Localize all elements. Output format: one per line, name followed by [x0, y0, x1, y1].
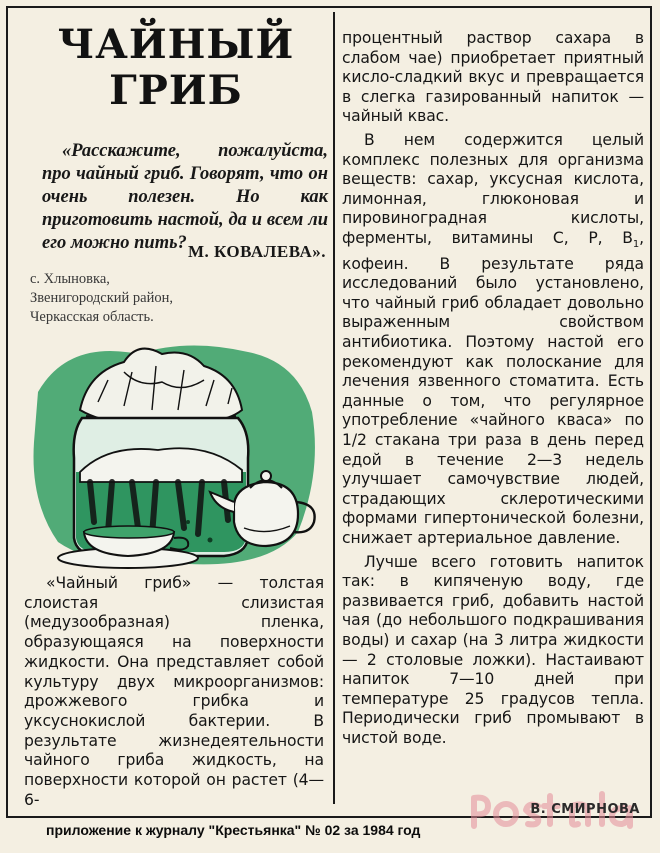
location-region: Черкасская область.: [30, 309, 154, 325]
location-village: с. Хлыновка,: [30, 271, 110, 287]
title-line-1: ЧАЙНЫЙ: [57, 21, 295, 68]
body-paragraph-2-end: , кофеин. В результате ряда исследований было установлено, что чайный гриб обладает довольно выраженным свойством антибиотика. Поэтому настой его рекомендуют как полоскание для лечения язвенного стоматита. Есть данные о том, что регулярное употребление «чайного кваса» по 1/2 стакана три раза в день перед едой в течение 2—3 недель улучшает самочувствие людей, страдающих склеротическими формами гипертонической болезни, снижает артериальное давление.: [342, 228, 644, 547]
tea-mushroom-jar-illustration: [28, 332, 324, 572]
letter-author: М. КОВАЛЕВА».: [187, 242, 326, 261]
article-body-column-2: [342, 29, 644, 748]
article-signature: В. СМИРНОВА: [530, 802, 640, 817]
article-body-column-1: «Чайный гриб» — толстая слоистая слизистая (медузообразная) пленка, образующаяся на поверхности жидкости. Она представляет собой культуру двух микроорганизмов: дрожжевого грибка и уксуснокислой бактерии. В результате жизнедеятельности чайного гриба жидкость, на поверхности которой он растет (4—6-: [24, 574, 324, 809]
body-paragraph-2-start: В нем содержится целый комплекс полезных для организма веществ: сахар, уксусная кислота, лимонная, глюконовая и пировиноградная кислоты, ферменты, витамины С, Р, В: [342, 130, 644, 247]
body-paragraph-3: Лучше всего готовить напиток так: в кипяченую воду, где развивается гриб, добавить настой чая (до небольшого подкрашивания воды) и сахар (на 3 литра жидкости — 2 столовые ложки). Настаивают напиток 7—10 дней при температуре 25 градусов тепла. Периодически гриб промывают в чистой воде.: [342, 552, 644, 747]
body-paragraph-2: [342, 131, 644, 549]
column-divider: [333, 12, 335, 804]
letter-location: [30, 270, 290, 327]
location-district: Звенигородский район,: [30, 290, 173, 306]
vitamin-subscript: 1: [632, 239, 640, 251]
footer-caption: приложение к журналу "Крестьянка" № 02 за 1984 год: [46, 822, 421, 838]
reader-letter: «Расскажите, пожалуйста, про чайный гриб. Говорят, что он очень полезен. Но как приготовить настой, да и всем ли его можно пить?: [42, 141, 328, 253]
article-title: [40, 22, 312, 114]
title-line-2: ГРИБ: [109, 67, 243, 114]
body-paragraph-1: процентный раствор сахара в слабом чае) приобретает приятный кисло-сладкий вкус и превращается в слегка газированный напиток — чайный квас.: [342, 29, 644, 126]
